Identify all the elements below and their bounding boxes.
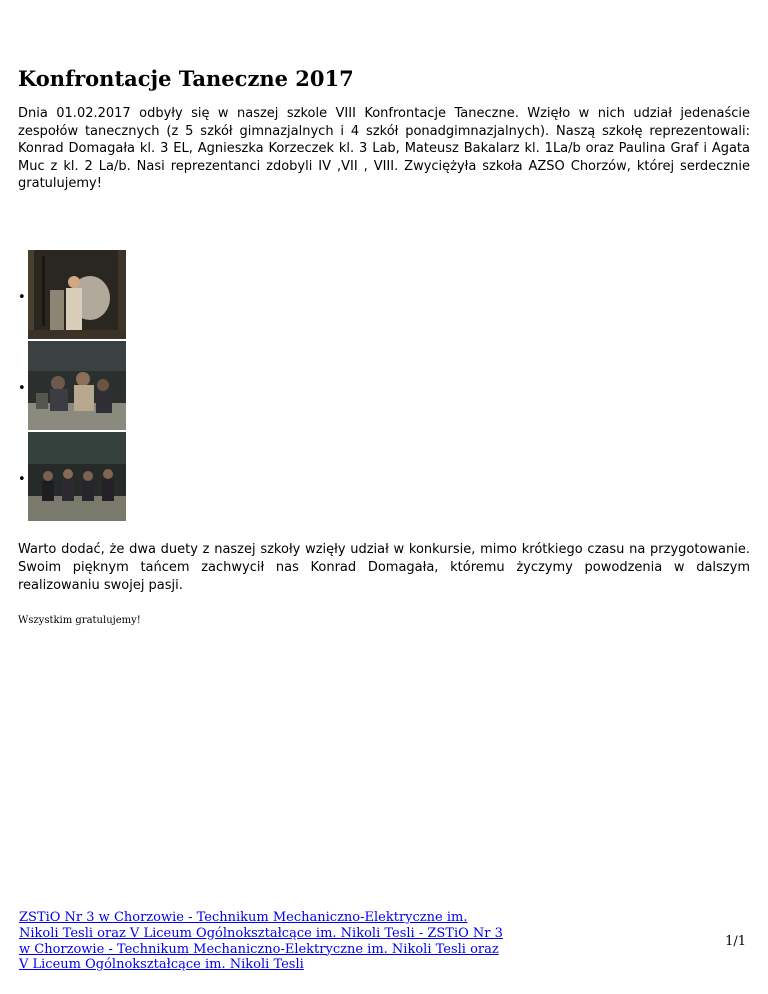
article-title: Konfrontacje Taneczne 2017: [18, 66, 354, 91]
page-number: 1/1: [725, 934, 746, 949]
list-bullet: •: [18, 381, 26, 396]
footer-school-link[interactable]: ZSTiO Nr 3 w Chorzowie - Technikum Mechaniczno-Elektryczne im. Nikoli Tesli oraz V Liceum Ogólnokształcące im. Nikoli Tesli - ZSTiO Nr 3 w Chorzowie - Technikum Mechaniczno-Elektryczne im. Nikoli Tesli oraz V Liceum Ogólnokształcące im. Nikoli Tesli: [19, 910, 503, 973]
list-bullet: •: [18, 472, 26, 487]
gallery-item: [18, 432, 128, 523]
dance-photo-2[interactable]: [28, 341, 126, 430]
article-outro: Warto dodać, że dwa duety z naszej szkoły wzięły udział w konkursie, mimo krótkiego czasu na przygotowanie. Swoim pięknym tańcem zachwycił nas Konrad Domagała, któremu życzymy powodzenia w dalszym realizowaniu swojej pasji.: [18, 542, 750, 593]
gallery-item: [18, 250, 128, 341]
dance-photo-3[interactable]: [28, 432, 126, 521]
list-bullet: •: [18, 290, 26, 305]
article-intro: Dnia 01.02.2017 odbyły się w naszej szkole VIII Konfrontacje Taneczne. Wzięło w nich udział jedenaście zespołów tanecznych (z 5 szkół gimnazjalnych i 4 szkół ponadgimnazjalnych). Naszą szkołę reprezentowali: Konrad Domagała kl. 3 EL, Agnieszka Korzeczek kl. 3 Lab, Mateusz Bakalarz kl. 1La/b oraz Paulina Graf i Agata Muc z kl. 2 La/b. Nasi reprezentanci zdobyli IV ,VII , VIII. Zwyciężyła szkoła AZSO Chorzów, której serdecznie gratulujemy!: [18, 106, 750, 192]
closing-note: Wszystkim gratulujemy!: [18, 615, 141, 626]
gallery-item: [18, 341, 128, 432]
photo-gallery: [18, 250, 128, 523]
dance-photo-1[interactable]: [28, 250, 126, 339]
